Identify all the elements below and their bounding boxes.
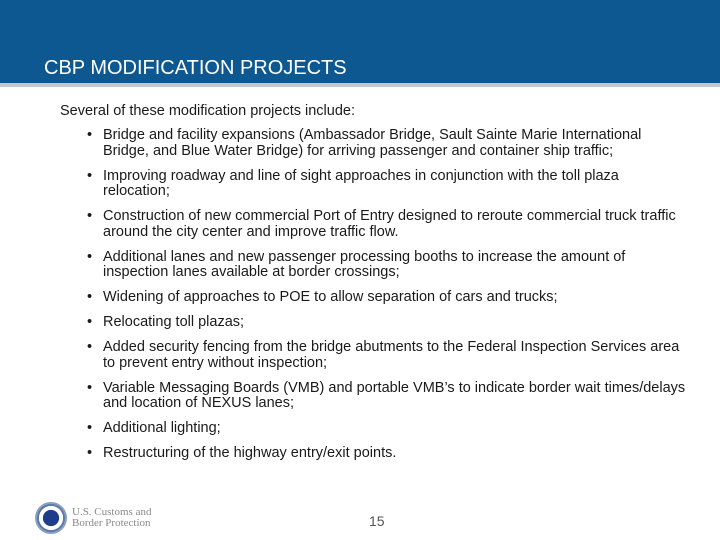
list-item: • Added security fencing from the bridge abutments to the Federal Inspection Services area to prevent entry without inspection; (87, 339, 680, 371)
bullet-text: Restructuring of the highway entry/exit points. (103, 445, 397, 461)
list-item: • Construction of new commercial Port of Entry designed to reroute commercial truck traffic around the city center and improve traffic flow. (87, 208, 676, 240)
dhs-seal-icon (35, 502, 67, 534)
bullet-text: Widening of approaches to POE to allow separation of cars and trucks; (103, 289, 558, 305)
list-item: • Restructuring of the highway entry/exit points. (87, 445, 397, 461)
org-line-1: U.S. Customs and (72, 506, 152, 518)
list-item: • Relocating toll plazas; (87, 314, 245, 330)
intro-text: Several of these modification projects include: (60, 103, 355, 119)
list-item: • Bridge and facility expansions (Ambassador Bridge, Sault Sainte Marie International Bridge, and Blue Water Bridge) for arriving passenger and container ship traffic; (87, 127, 642, 159)
list-item: • Additional lighting; (87, 420, 221, 436)
bullet-text: Construction of new commercial Port of Entry designed to reroute commercial truck traffic around the city center and improve traffic flow. (103, 208, 676, 240)
bullet-text: Variable Messaging Boards (VMB) and portable VMB’s to indicate border wait times/delays and location of NEXUS lanes; (103, 379, 686, 411)
header-divider (0, 83, 720, 87)
bullet-list (87, 128, 687, 471)
page-number: 15 (369, 513, 385, 529)
org-line-2: Border Protection (72, 517, 151, 529)
bullet-text: Improving roadway and line of sight approaches in conjunction with the toll plaza relocation; (103, 167, 619, 199)
list-item: • Additional lanes and new passenger processing booths to increase the amount of inspection lanes available at border crossings; (87, 248, 626, 280)
bullet-text: Bridge and facility expansions (Ambassador Bridge, Sault Sainte Marie International Bridge, and Blue Water Bridge) for arriving passenger and container ship traffic; (103, 127, 642, 159)
bullet-text: Added security fencing from the bridge abutments to the Federal Inspection Services area to prevent entry without inspection; (103, 339, 680, 371)
list-item: • Variable Messaging Boards (VMB) and portable VMB’s to indicate border wait times/delays and location of NEXUS lanes; (87, 379, 686, 411)
bullet-text: Relocating toll plazas; (103, 314, 245, 330)
bullet-text: Additional lighting; (103, 420, 221, 436)
cbp-logo (35, 502, 151, 534)
list-item: • Improving roadway and line of sight approaches in conjunction with the toll plaza relocation; (87, 167, 619, 199)
bullet-text: Additional lanes and new passenger processing booths to increase the amount of inspection lanes available at border crossings; (103, 248, 626, 280)
slide-title: CBP MODIFICATION PROJECTS (44, 57, 347, 79)
org-name (72, 507, 151, 529)
list-item: • Widening of approaches to POE to allow separation of cars and trucks; (87, 289, 558, 305)
